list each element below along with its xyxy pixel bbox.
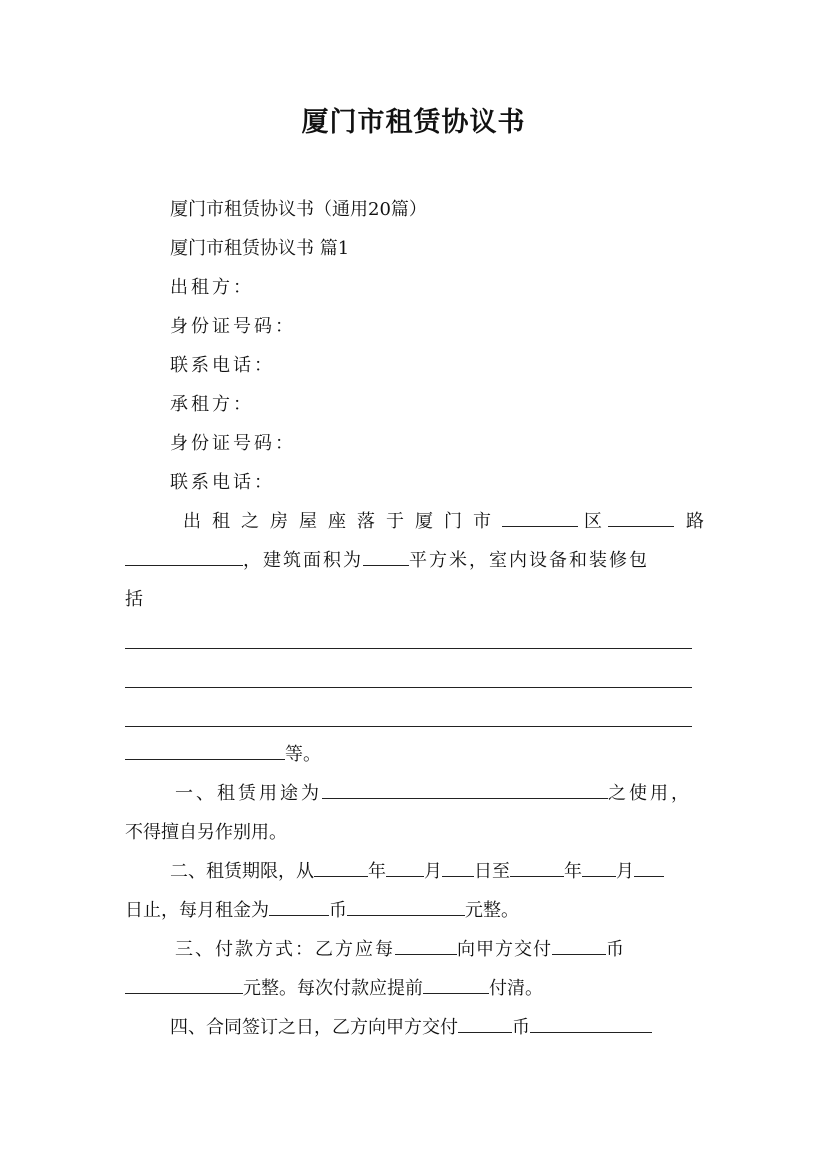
pay-to-label: 向甲方交付 — [457, 939, 552, 960]
clause-3-text: 三、付款方式：乙方应每 — [175, 939, 395, 960]
deposit-amount-blank — [530, 1016, 652, 1033]
end-month-blank — [582, 860, 616, 877]
yuan-label: 元整。 — [465, 900, 519, 921]
lessee-label: 承租方： — [170, 394, 254, 415]
rent-label: 日止，每月租金为 — [125, 900, 269, 921]
end-year-blank — [510, 860, 564, 877]
pay-currency-label: 币 — [606, 939, 624, 960]
advance-blank — [423, 977, 489, 994]
document-title: 厦门市租赁协议书 — [301, 107, 526, 138]
pay-currency-blank — [552, 938, 606, 955]
deposit-currency-label: 币 — [512, 1017, 530, 1038]
equipment-blank-2 — [125, 687, 692, 688]
month-label: 月 — [424, 861, 442, 882]
district-blank — [502, 510, 578, 527]
pay-amount-blank — [125, 977, 243, 994]
rent-amount-blank — [347, 899, 465, 916]
property-line-2 — [125, 549, 649, 573]
property-line-3: 括 — [125, 589, 143, 610]
area-label: ，建筑面积为 — [243, 550, 363, 571]
document-subtitle: 厦门市租赁协议书（通用20篇） — [170, 199, 427, 220]
property-line-4 — [125, 743, 321, 767]
pay-period-blank — [395, 938, 457, 955]
road-blank — [608, 510, 674, 527]
deposit-currency-blank — [458, 1016, 512, 1033]
clause-1-use: 之使用， — [608, 783, 692, 804]
clause-1-text: 一、租赁用途为 — [175, 783, 322, 804]
start-day-blank — [442, 860, 474, 877]
equipment-blank-1 — [125, 648, 692, 649]
clause-3-line-1 — [175, 938, 624, 962]
lessee-id-label: 身份证号码： — [170, 433, 296, 454]
year-label-2: 年 — [564, 861, 582, 882]
advance-label: 元整。每次付款应提前 — [243, 978, 423, 999]
equipment-blank-4 — [125, 743, 285, 760]
lessor-id-label: 身份证号码： — [170, 316, 296, 337]
lessor-label: 出租方： — [170, 277, 254, 298]
start-year-blank — [314, 860, 368, 877]
clause-3-line-2 — [125, 977, 543, 1001]
equipment-end: 等。 — [285, 744, 321, 765]
clause-1-line-2: 不得擅自另作别用。 — [125, 822, 287, 843]
start-month-blank — [386, 860, 424, 877]
lessee-phone-label: 联系电话： — [170, 472, 275, 493]
month-label-2: 月 — [616, 861, 634, 882]
lessor-phone-label: 联系电话： — [170, 355, 275, 376]
clause-2-line-1 — [170, 860, 664, 884]
currency-label: 币 — [329, 900, 347, 921]
clause-2-line-2 — [125, 899, 519, 923]
end-day-blank — [634, 860, 664, 877]
year-label: 年 — [368, 861, 386, 882]
to-label: 日至 — [474, 861, 510, 882]
property-text: 出租之房屋座落于厦门市 — [183, 511, 502, 532]
area-blank — [363, 549, 409, 566]
equipment-blank-3 — [125, 726, 692, 727]
use-blank — [322, 782, 608, 799]
pay-end-label: 付清。 — [489, 978, 543, 999]
road-number-blank — [125, 549, 243, 566]
area-unit-text: 平方米，室内设备和装修包 — [409, 550, 649, 571]
district-label: 区 — [584, 511, 602, 532]
clause-1-line-1 — [175, 782, 692, 806]
clause-2-text: 二、租赁期限，从 — [170, 861, 314, 882]
section-title: 厦门市租赁协议书 篇1 — [170, 238, 350, 259]
clause-4-line-1 — [170, 1016, 652, 1040]
road-label: 路 — [686, 511, 704, 532]
property-line-1 — [183, 510, 704, 534]
clause-4-text: 四、合同签订之日，乙方向甲方交付 — [170, 1017, 458, 1038]
rent-currency-blank — [269, 899, 329, 916]
